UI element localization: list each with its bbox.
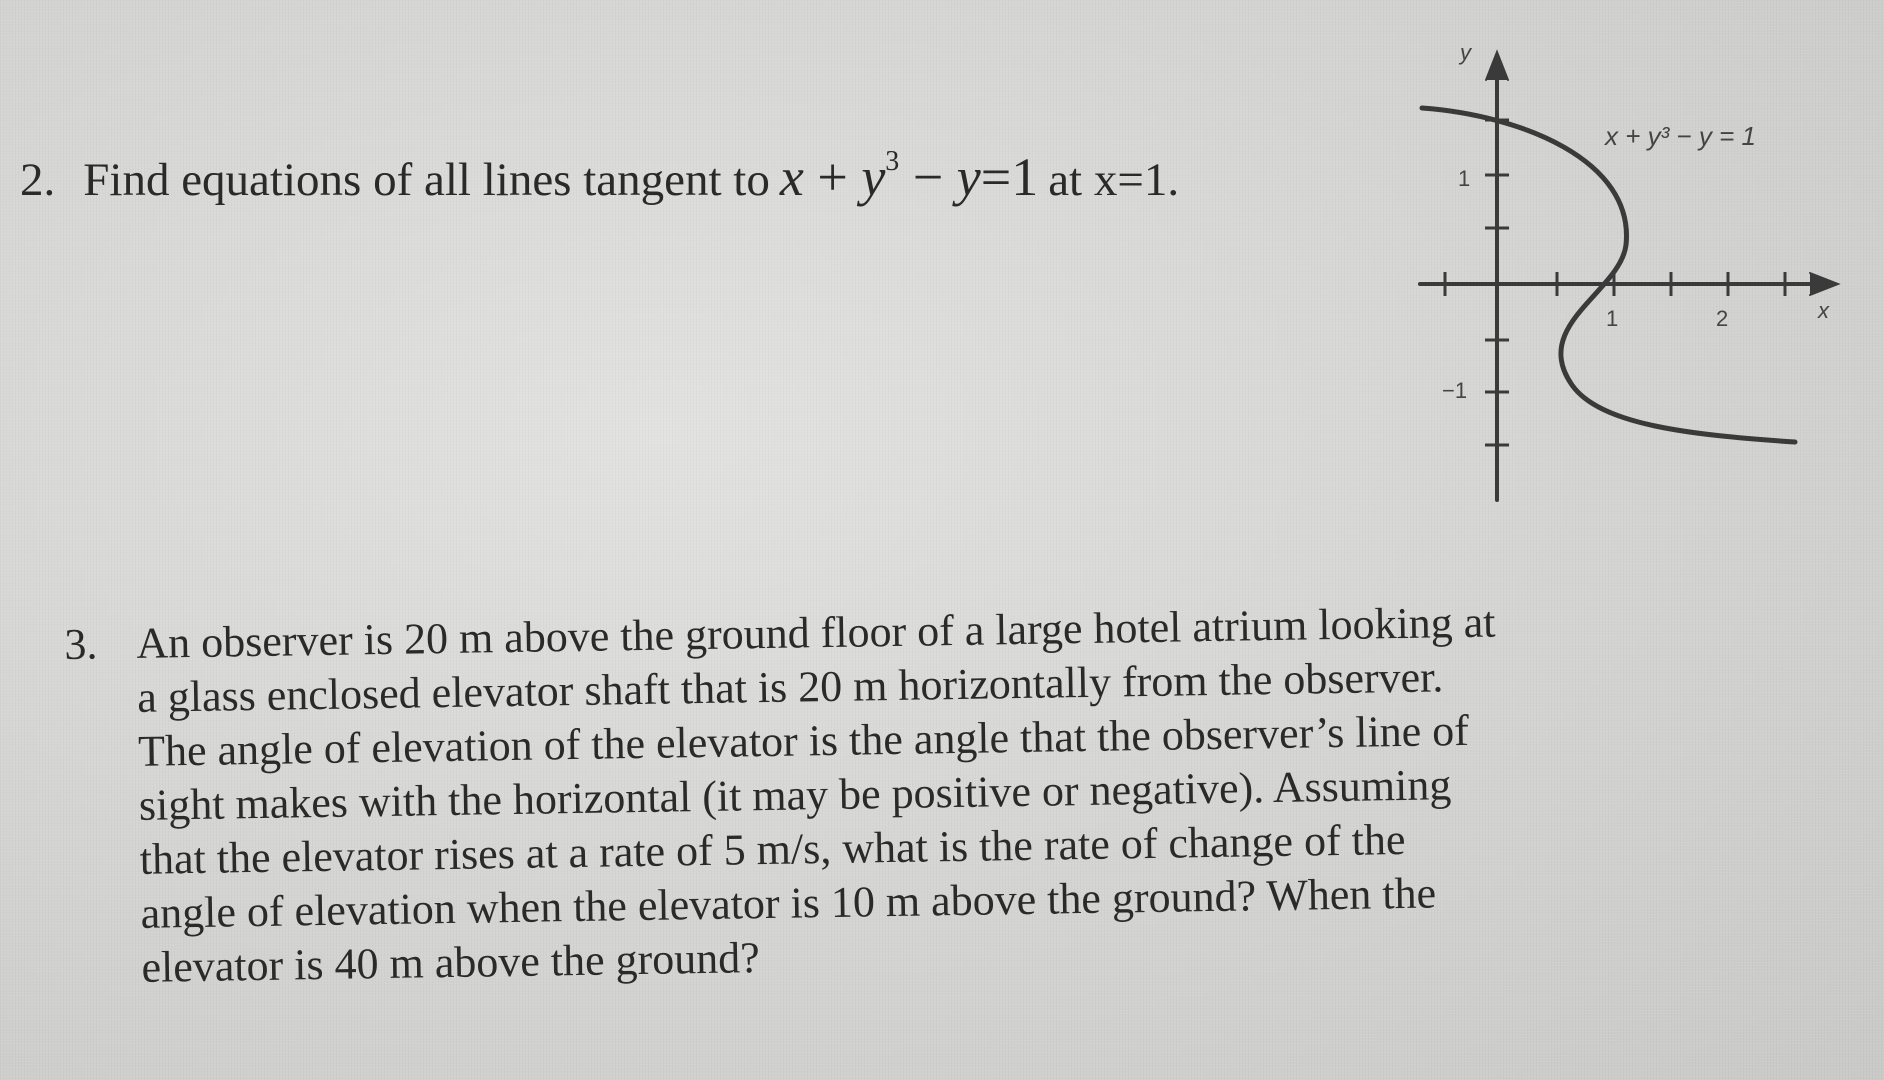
x-axis-label: x <box>1818 298 1829 323</box>
tick-label-y-neg-1: −1 <box>1442 378 1468 403</box>
problem-2 <box>20 146 1180 207</box>
eq-y: y <box>861 147 886 207</box>
problem-2-prefix: Find equations of all lines tangent to <box>83 154 770 206</box>
problem-3-line: that the elevator rises at a rate of 5 m/s, what is the rate of change of the <box>139 814 1406 884</box>
tick-label-x-2: 2 <box>1716 306 1729 331</box>
problem-3-line: sight makes with the horizontal (it may be positive or negative). Assuming <box>138 760 1452 830</box>
problem-3-line: angle of elevation when the elevator is 10 m above the ground? When the <box>140 868 1437 938</box>
eq-rhs: 1 <box>1011 147 1039 207</box>
eq-plus: + <box>817 147 848 207</box>
eq-minus: − <box>912 147 944 207</box>
curve <box>1422 108 1795 442</box>
problem-3-line: elevator is 40 m above the ground? <box>141 933 761 992</box>
tick-label-y-1: 1 <box>1458 166 1471 191</box>
problem-3-text <box>136 593 1670 995</box>
eq-exponent: 3 <box>885 146 900 177</box>
problem-2-suffix: at x=1. <box>1048 154 1180 206</box>
x-axis-arrow <box>1810 273 1838 295</box>
eq-equals: = <box>980 147 1012 207</box>
problem-3-number: 3. <box>64 619 98 669</box>
y-axis-arrow <box>1486 52 1508 80</box>
tick-label-x-1: 1 <box>1606 306 1619 331</box>
curve-label: x + y³ − y = 1 <box>1605 121 1757 151</box>
problem-3-line: An observer is 20 m above the ground floor of a large hotel atrium looking at <box>136 597 1496 668</box>
problem-3-line: The angle of elevation of the elevator is the angle that the observer’s line of <box>137 705 1470 776</box>
curve-figure <box>1400 30 1860 510</box>
eq-y2: y <box>956 147 981 207</box>
problem-3 <box>64 593 1670 996</box>
eq-x: x <box>779 147 804 207</box>
problem-2-equation <box>780 147 1038 207</box>
problem-2-number: 2. <box>20 154 56 206</box>
y-axis-label: y <box>1460 40 1471 65</box>
problem-3-line: a glass enclosed elevator shaft that is 20 m horizontally from the observer. <box>136 652 1444 722</box>
